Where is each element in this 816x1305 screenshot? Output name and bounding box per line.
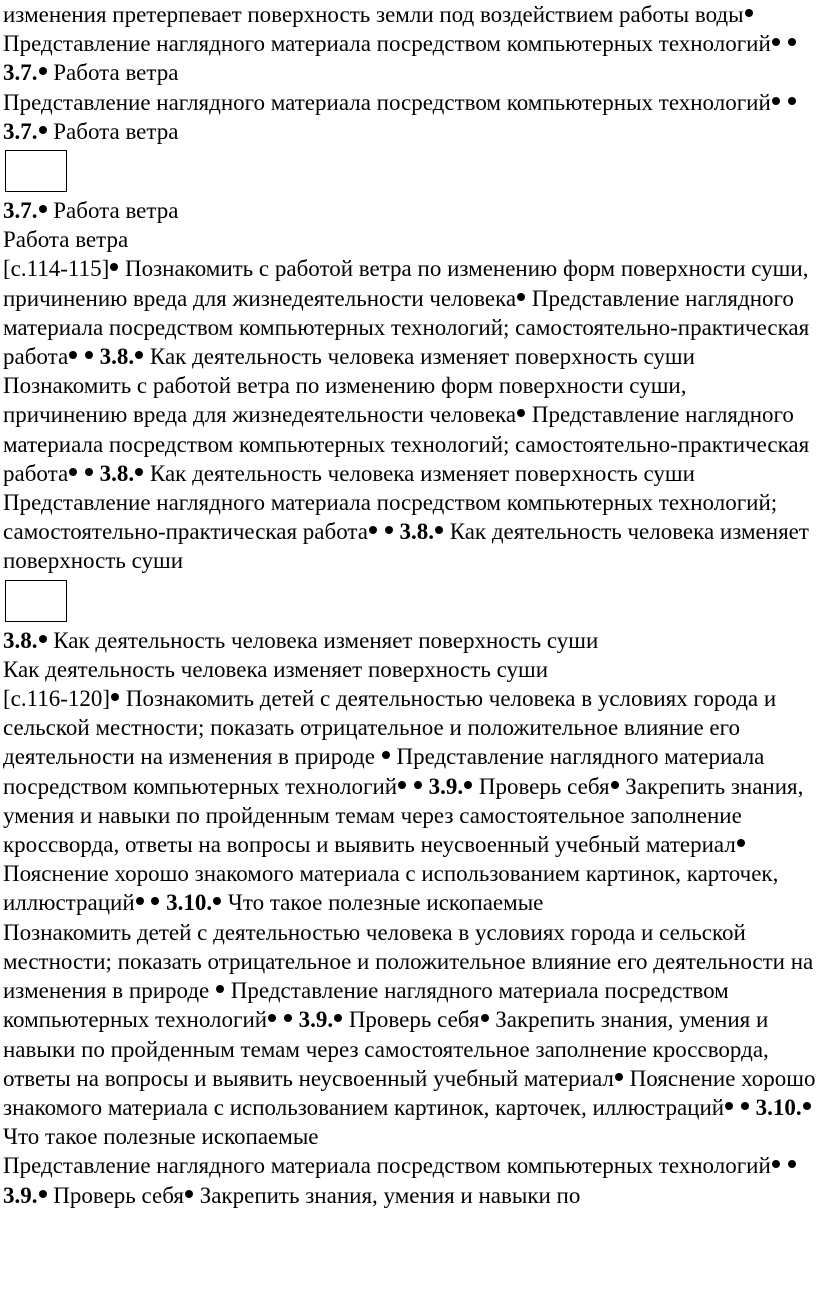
empty-cell-box-1 bbox=[5, 150, 67, 192]
text-run bbox=[781, 90, 787, 115]
bullet-dot-icon bbox=[151, 897, 159, 905]
text-run bbox=[145, 890, 151, 915]
section-number: 3.8. bbox=[99, 344, 135, 370]
bullet-dot-icon bbox=[39, 1190, 47, 1198]
bullet-dot-icon bbox=[334, 1014, 342, 1022]
text-run: Проверь себя bbox=[343, 1007, 480, 1033]
bullet-dot-icon bbox=[788, 38, 796, 46]
text-run: Закрепить знания, умения и навыки по bbox=[193, 1182, 581, 1208]
section-number: 3.8. bbox=[99, 460, 135, 486]
bullet-dot-icon bbox=[481, 1014, 489, 1022]
text-run: Что такое полезные ископаемые bbox=[222, 890, 544, 916]
section-number: 3.9. bbox=[3, 1182, 38, 1208]
section-number: 3.7. bbox=[3, 198, 38, 224]
bullet-dot-icon bbox=[39, 205, 47, 213]
bullet-dot-icon bbox=[745, 9, 753, 17]
bullet-dot-icon bbox=[435, 526, 443, 534]
section-number: 3.10. bbox=[166, 890, 213, 916]
bullet-dot-icon bbox=[69, 468, 77, 476]
bullet-dot-icon bbox=[737, 839, 745, 847]
text-run bbox=[78, 344, 84, 369]
text-run: Закрепить знания, умения и навыки по пройденным темам через самостоятельное заполнение кроссворда, ответы на вопросы и выявить неусвоенный учебный материал bbox=[3, 1007, 769, 1091]
bullet-dot-icon bbox=[414, 781, 422, 789]
text-run: Работа ветра bbox=[47, 118, 179, 144]
text-run: Познакомить детей с деятельностью человека в условиях города и сельской местности; показать отрицательное и положительное влияние его деятельности на изменения в природе bbox=[3, 686, 777, 770]
section-number: 3.9. bbox=[428, 773, 464, 799]
bullet-dot-icon bbox=[39, 635, 47, 643]
bullet-dot-icon bbox=[725, 1102, 733, 1110]
bullet-dot-icon bbox=[110, 263, 118, 271]
text-run bbox=[407, 774, 413, 799]
section-number: 3.10. bbox=[755, 1094, 802, 1120]
text-run: Представление наглядного материала посредством компьютерных технологий; самостоятельно-практическая работа bbox=[3, 285, 810, 370]
text-run bbox=[378, 519, 384, 544]
bullet-dot-icon bbox=[284, 1014, 292, 1022]
section-heading-3-8 bbox=[3, 626, 816, 655]
text-block-2 bbox=[3, 88, 816, 146]
bullet-dot-icon bbox=[385, 526, 393, 534]
bullet-dot-icon bbox=[39, 126, 47, 134]
bullet-dot-icon bbox=[464, 781, 472, 789]
bullet-dot-icon bbox=[111, 693, 119, 701]
text-run: Пояснение хорошо знакомого материала с использованием картинок, карточек, иллюстраций bbox=[3, 1065, 816, 1120]
text-run: Работа ветра bbox=[47, 60, 179, 86]
text-run bbox=[781, 1153, 787, 1178]
text-run: изменения претерпевает поверхность земли под воздействием работы воды bbox=[3, 2, 744, 27]
bullet-dot-icon bbox=[615, 1073, 623, 1081]
text-block-1 bbox=[3, 0, 816, 88]
text-run: Закрепить знания, умения и навыки по пройденным темам через самостоятельное заполнение кроссворда, ответы на вопросы и выявить неусвоенный учебный материал bbox=[3, 773, 804, 858]
text-run: Представление наглядного материала посредством компьютерных технологий bbox=[3, 89, 771, 115]
text-block-5 bbox=[3, 371, 816, 488]
bullet-dot-icon bbox=[517, 409, 525, 417]
text-run: Познакомить с работой ветра по изменению форм поверхности суши, причинению вреда для жизнедеятельности человека bbox=[3, 256, 809, 311]
bullet-dot-icon bbox=[39, 67, 47, 75]
text-run bbox=[781, 31, 787, 56]
section-number: 3.7. bbox=[3, 60, 38, 86]
text-run: Как деятельность человека изменяет поверхность суши bbox=[3, 519, 809, 574]
bullet-dot-icon bbox=[216, 985, 224, 993]
text-run: Как деятельность человека изменяет поверхность суши bbox=[144, 460, 695, 486]
bullet-dot-icon bbox=[772, 97, 780, 105]
text-run: Представление наглядного материала посредством компьютерных технологий bbox=[3, 744, 765, 799]
bullet-dot-icon bbox=[69, 351, 77, 359]
text-run: Пояснение хорошо знакомого материала с использованием картинок, карточек, иллюстраций bbox=[3, 861, 779, 916]
text-run bbox=[734, 1095, 740, 1120]
text-run: Представление наглядного материала посредством компьютерных технологий bbox=[3, 1153, 771, 1179]
text-run: Представление наглядного материала посредством компьютерных технологий; самостоятельно-практическая работа bbox=[3, 402, 810, 486]
section-heading-3-7 bbox=[3, 196, 816, 225]
text-block-4 bbox=[3, 254, 816, 371]
bullet-dot-icon bbox=[135, 351, 143, 359]
bullet-dot-icon bbox=[369, 526, 377, 534]
text-run: Представление наглядного материала посредством компьютерных технологий bbox=[3, 31, 771, 57]
text-run: Как деятельность человека изменяет поверхность суши bbox=[144, 344, 695, 370]
bullet-dot-icon bbox=[788, 1160, 796, 1168]
text-run: Работа ветра bbox=[47, 198, 179, 224]
bullet-dot-icon bbox=[803, 1102, 811, 1110]
text-block-7 bbox=[3, 655, 816, 684]
bullet-dot-icon bbox=[517, 293, 525, 301]
text-run: Познакомить с работой ветра по изменению форм поверхности суши, причинению вреда для жизнедеятельности человека bbox=[3, 373, 687, 428]
bullet-dot-icon bbox=[268, 1014, 276, 1022]
text-block-9 bbox=[3, 918, 816, 1152]
bullet-dot-icon bbox=[611, 781, 619, 789]
empty-cell-box-2 bbox=[5, 580, 67, 622]
bullet-dot-icon bbox=[772, 38, 780, 46]
bullet-dot-icon bbox=[213, 897, 221, 905]
text-block-6 bbox=[3, 488, 816, 576]
text-run: Как деятельность человека изменяет поверхность суши bbox=[3, 656, 549, 682]
bullet-dot-icon bbox=[398, 781, 406, 789]
text-run bbox=[277, 1007, 283, 1032]
text-run: Как деятельность человека изменяет поверхность суши bbox=[47, 627, 599, 653]
text-run: Проверь себя bbox=[473, 773, 610, 799]
text-block-8 bbox=[3, 684, 816, 918]
text-run: Что такое полезные ископаемые bbox=[3, 1124, 319, 1150]
bullet-dot-icon bbox=[185, 1190, 193, 1198]
bullet-dot-icon bbox=[772, 1160, 780, 1168]
bullet-dot-icon bbox=[135, 468, 143, 476]
bullet-dot-icon bbox=[136, 897, 144, 905]
section-number: 3.9. bbox=[298, 1007, 334, 1033]
text-run bbox=[78, 461, 84, 486]
bullet-dot-icon bbox=[741, 1102, 749, 1110]
bullet-dot-icon bbox=[85, 468, 93, 476]
text-run: Представление наглядного материала посредством компьютерных технологий bbox=[3, 978, 729, 1033]
text-run: Проверь себя bbox=[47, 1182, 184, 1208]
section-number: 3.7. bbox=[3, 118, 38, 144]
text-run: Представление наглядного материала посредством компьютерных технологий; самостоятельно-практическая работа bbox=[3, 490, 778, 545]
text-run: Познакомить детей с деятельностью человека в условиях города и сельской местности; показать отрицательное и положительное влияние его деятельности на изменения в природе bbox=[3, 919, 814, 1004]
section-number: 3.8. bbox=[3, 627, 38, 653]
bullet-dot-icon bbox=[788, 97, 796, 105]
bullet-dot-icon bbox=[85, 351, 93, 359]
section-number: 3.8. bbox=[399, 519, 434, 545]
text-run: [с.114-115] bbox=[3, 256, 110, 282]
text-run: Работа ветра bbox=[3, 227, 129, 253]
text-block-3 bbox=[3, 225, 816, 254]
text-block-10 bbox=[3, 1151, 816, 1209]
bullet-dot-icon bbox=[382, 751, 390, 759]
text-run: [с.116-120] bbox=[3, 686, 111, 712]
